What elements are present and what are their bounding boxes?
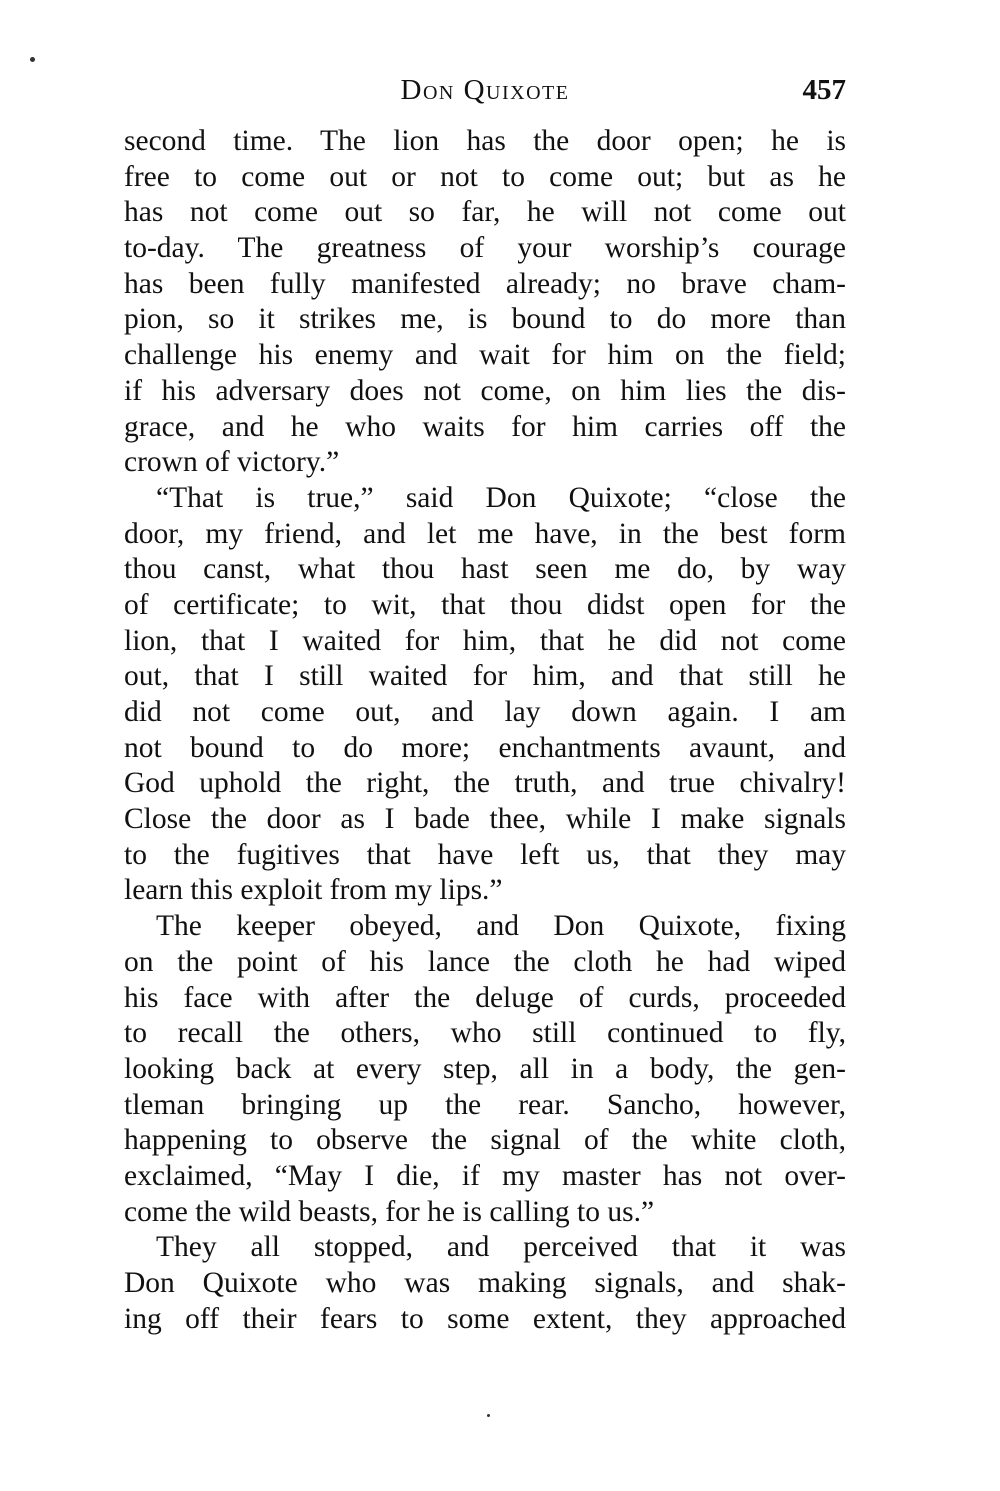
paragraph <box>124 909 846 1230</box>
paragraph <box>124 481 846 909</box>
text-line: did not come out, and lay down again. I am <box>124 696 846 728</box>
text-line: The keeper obeyed, and Don Quixote, fixing <box>156 910 846 943</box>
ink-speck <box>30 57 35 62</box>
text-line: lion, that I waited for him, that he did not come <box>124 624 846 657</box>
text-line: to-day. The greatness of your worship’s courage <box>124 232 846 265</box>
text-line: pion, so it strikes me, is bound to do more than <box>124 303 846 336</box>
text-line: out, that I still waited for him, and that still he <box>124 660 846 693</box>
page-number: 457 <box>802 74 846 106</box>
ink-speck <box>487 1414 490 1417</box>
text-line: second time. The lion has the door open; he is <box>124 125 846 157</box>
paragraph <box>124 1230 846 1337</box>
text-line: looking back at every step, all in a body, the gen- <box>124 1052 846 1085</box>
text-line: Don Quixote who was making signals, and shak- <box>124 1267 846 1299</box>
text-line: challenge his enemy and wait for him on the field; <box>124 339 846 372</box>
running-title: Don Quixote <box>400 74 570 106</box>
text-line: crown of victory.” <box>124 446 340 479</box>
text-line: tleman bringing up the rear. Sancho, however, <box>124 1088 846 1121</box>
text-line: happening to observe the signal of the white cloth, <box>124 1124 846 1157</box>
text-line: God uphold the right, the truth, and true chivalry! <box>124 767 846 800</box>
text-line: learn this exploit from my lips.” <box>124 874 503 907</box>
text-line: exclaimed, “May I die, if my master has not over- <box>124 1159 846 1192</box>
text-line: ing off their fears to some extent, they approached <box>124 1302 846 1335</box>
text-line: Close the door as I bade thee, while I make signals <box>124 803 846 836</box>
body-text <box>124 124 846 1337</box>
text-line: on the point of his lance the cloth he had wiped <box>124 945 846 978</box>
text-line: to recall the others, who still continued to fly, <box>124 1017 846 1050</box>
text-line: has not come out so far, he will not come out <box>124 196 846 229</box>
text-line: to the fugitives that have left us, that they may <box>124 838 846 871</box>
paragraph <box>124 124 846 481</box>
text-line: grace, and he who waits for him carries off the <box>124 410 846 443</box>
text-line: door, my friend, and let me have, in the best form <box>124 517 846 550</box>
text-line: come the wild beasts, for he is calling to us.” <box>124 1195 655 1228</box>
running-header <box>124 72 846 112</box>
text-line: “That is true,” said Don Quixote; “close the <box>156 481 846 514</box>
text-line: his face with after the deluge of curds, proceeded <box>124 981 846 1014</box>
text-line: of certificate; to wit, that thou didst open for the <box>124 588 846 621</box>
text-line: if his adversary does not come, on him lies the dis- <box>124 374 846 407</box>
text-line: They all stopped, and perceived that it was <box>156 1231 846 1264</box>
text-line: not bound to do more; enchantments avaunt, and <box>124 731 846 764</box>
text-line: thou canst, what thou hast seen me do, by way <box>124 553 846 586</box>
text-line: has been fully manifested already; no brave cham- <box>124 267 846 300</box>
text-line: free to come out or not to come out; but as he <box>124 160 846 193</box>
